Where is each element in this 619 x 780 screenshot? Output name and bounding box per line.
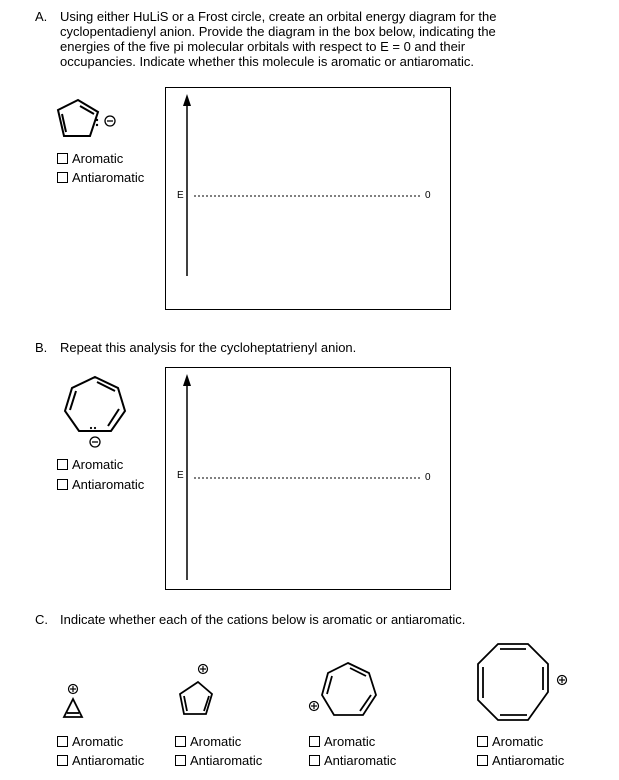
option-b-aromatic[interactable]: Aromatic (57, 457, 123, 472)
checkbox-c3-antiaromatic[interactable] (309, 755, 320, 766)
checkbox-c3-aromatic[interactable] (309, 736, 320, 747)
energy-label-a: E (177, 190, 184, 201)
option-c1-antiaromatic[interactable]: Antiaromatic (57, 753, 144, 768)
question-b-text: Repeat this analysis for the cycloheptatrienyl anion. (60, 340, 357, 355)
cycloheptatrienyl-cation-structure (306, 655, 386, 727)
question-a-letter: A. (35, 9, 48, 24)
question-a-line-1: Using either HuLiS or a Frost circle, create an orbital energy diagram for the (60, 9, 497, 24)
checkbox-c2-antiaromatic[interactable] (175, 755, 186, 766)
checkbox-b-antiaromatic[interactable] (57, 479, 68, 490)
checkbox-c4-antiaromatic[interactable] (477, 755, 488, 766)
zero-label-b: 0 (425, 472, 431, 483)
option-a-aromatic[interactable]: Aromatic (57, 151, 123, 166)
checkbox-a-aromatic[interactable] (57, 153, 68, 164)
option-c3-aromatic[interactable]: Aromatic (309, 734, 375, 749)
option-b-antiaromatic[interactable]: Antiaromatic (57, 477, 144, 492)
cyclopentadienyl-anion-structure (50, 98, 130, 148)
question-a-text (60, 9, 496, 69)
question-c (35, 612, 595, 628)
zero-label-a: 0 (425, 190, 431, 201)
option-c4-antiaromatic[interactable]: Antiaromatic (477, 753, 564, 768)
energy-label-b: E (177, 470, 184, 481)
option-c2-antiaromatic[interactable]: Antiaromatic (175, 753, 262, 768)
diagram-box-b[interactable] (165, 367, 451, 590)
question-a-line-3: energies of the five pi molecular orbitals with respect to E = 0 and their (60, 39, 466, 54)
question-a (35, 9, 595, 71)
checkbox-c1-antiaromatic[interactable] (57, 755, 68, 766)
option-a-antiaromatic[interactable]: Antiaromatic (57, 170, 144, 185)
cyclopropenyl-cation-structure (60, 683, 90, 725)
checkbox-c2-aromatic[interactable] (175, 736, 186, 747)
option-c2-aromatic[interactable]: Aromatic (175, 734, 241, 749)
question-a-line-4: occupancies. Indicate whether this molecule is aromatic or antiaromatic. (60, 54, 475, 69)
cyclopentadienyl-cation-structure (172, 662, 222, 724)
diagram-box-a[interactable] (165, 87, 451, 310)
question-c-text: Indicate whether each of the cations below is aromatic or antiaromatic. (60, 612, 466, 627)
energy-axis-a (166, 88, 452, 311)
energy-axis-b (166, 368, 452, 591)
question-b (35, 340, 595, 356)
checkbox-c4-aromatic[interactable] (477, 736, 488, 747)
cyclooctatetraenyl-cation-structure (466, 638, 576, 728)
question-a-line-2: cyclopentadienyl anion. Provide the diagram in the box below, indicating the (60, 24, 496, 39)
checkbox-b-aromatic[interactable] (57, 459, 68, 470)
checkbox-c1-aromatic[interactable] (57, 736, 68, 747)
cycloheptatrienyl-anion-structure (55, 373, 135, 453)
question-b-letter: B. (35, 340, 48, 355)
question-c-letter: C. (35, 612, 48, 627)
option-c4-aromatic[interactable]: Aromatic (477, 734, 543, 749)
checkbox-a-antiaromatic[interactable] (57, 172, 68, 183)
option-c3-antiaromatic[interactable]: Antiaromatic (309, 753, 396, 768)
option-c1-aromatic[interactable]: Aromatic (57, 734, 123, 749)
